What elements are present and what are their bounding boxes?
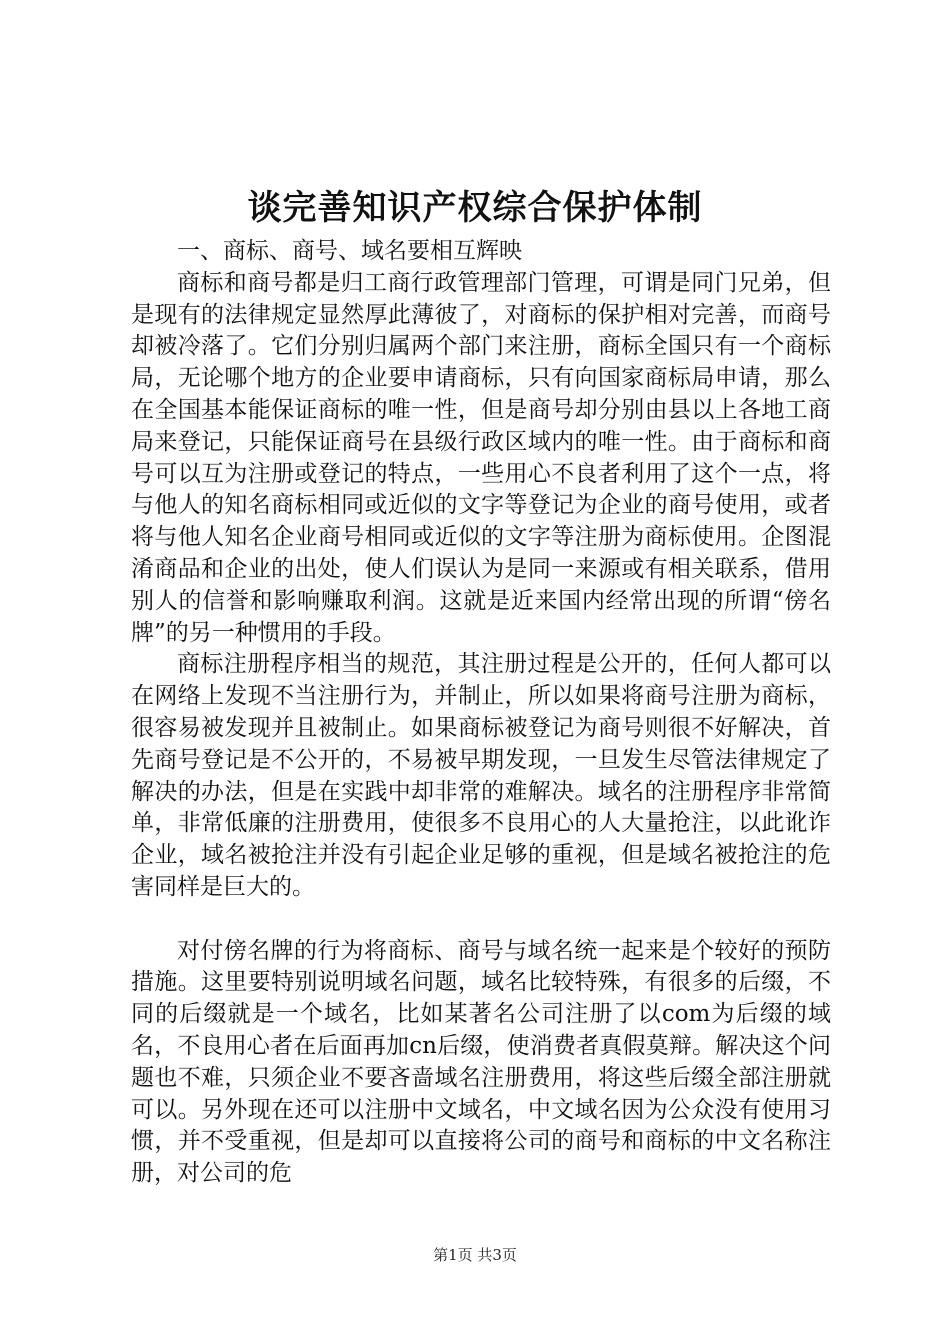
paragraph-1: 商标和商号都是归工商行政管理部门管理，可谓是同门兄弟，但是现有的法律规定显然厚此薄彼了，对商标的保护相对完善，而商号却被冷落了。它们分别归属两个部门来注册，商标全国只有一个商标局，无论哪个地方的企业要申请商标，只有向国家商标局申请，那么在全国基本能保证商标的唯一性，但是商号却分别由县以上各地工商局来登记，只能保证商号在县级行政区域内的唯一性。由于商标和商号可以互为注册或登记的特点，一些用心不良者利用了这个一点，将与他人的知名商标相同或近似的文字等登记为企业的商号使用，或者将与他人知名企业商号相同或近似的文字等注册为商标使用。企图混淆商品和企业的出处，使人们误认为是同一来源或有相关联系，借用别人的信誉和影响赚取利润。这就是近来国内经常出现的所谓“傍名牌”的另一种惯用的手段。 (131, 269, 831, 646)
document-title: 谈完善知识产权综合保护体制 (247, 188, 703, 228)
paragraph-2: 商标注册程序相当的规范，其注册过程是公开的，任何人都可以在网络上发现不当注册行为，并制止，所以如果将商号注册为商标，很容易被发现并且被制止。如果商标被登记为商号则很不好解决，首先商号登记是不公开的，不易被早期发现，一旦发生尽管法律规定了解决的办法，但是在实践中却非常的难解决。域名的注册程序非常简单，非常低廉的注册费用，使很多不良用心的人大量抢注，以此讹诈企业，域名被抢注并没有引起企业足够的重视，但是域名被抢注的危害同样是巨大的。 (131, 651, 831, 900)
document-body (131, 236, 831, 1190)
section-heading: 一、商标、商号、域名要相互辉映 (177, 238, 522, 264)
paragraph-3: 对付傍名牌的行为将商标、商号与域名统一起来是个较好的预防措施。这里要特别说明域名问题，域名比较特殊，有很多的后缀，不同的后缀就是一个域名，比如某著名公司注册了以com为后缀的域名，不良用心者在后面再加cn后缀，使消费者真假莫辩。解决这个问题也不难，只须企业不要吝啬域名注册费用，将这些后缀全部注册就可以。另外现在还可以注册中文域名，中文域名因为公众没有使用习惯，并不受重视，但是却可以直接将公司的商号和商标的中文名称注册，对公司的危 (131, 937, 831, 1187)
page-footer: 第1页 共3页 (433, 1246, 517, 1264)
